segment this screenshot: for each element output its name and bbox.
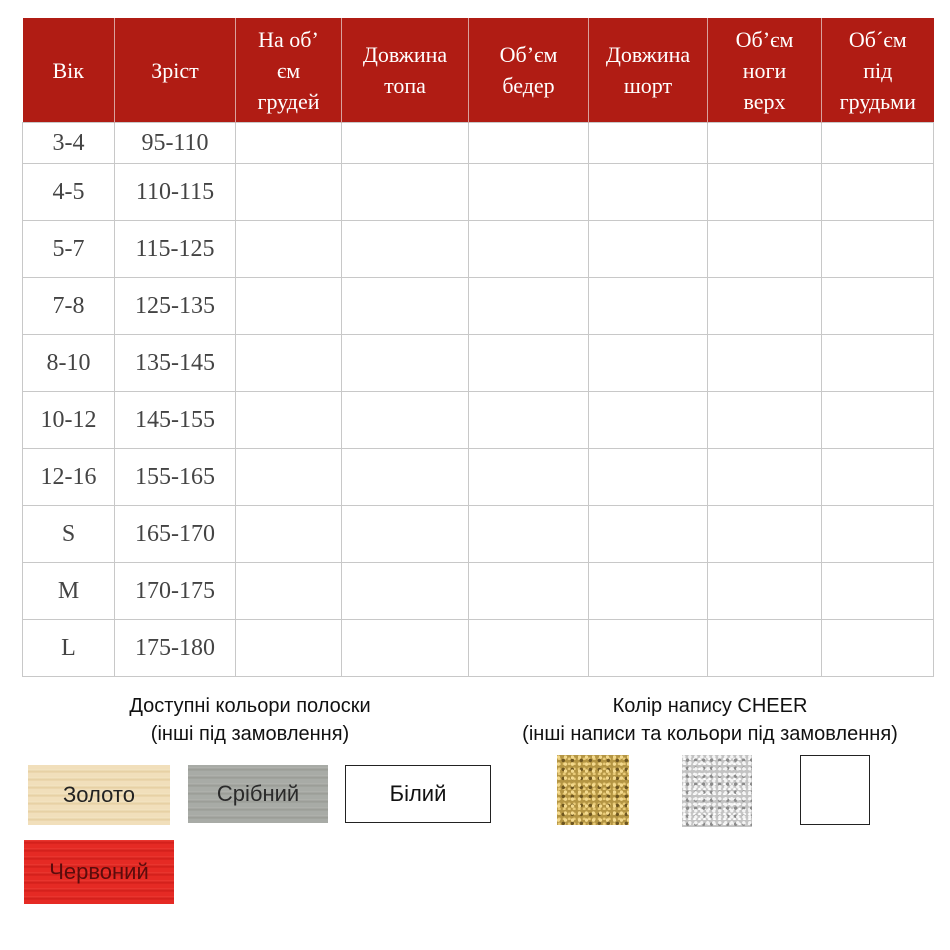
cell-empty — [822, 335, 934, 392]
cell-empty — [589, 392, 708, 449]
cell-empty — [236, 620, 342, 677]
cell-age: S — [23, 506, 115, 563]
swatch-gold — [28, 765, 170, 825]
cheer-swatch-silver-glitter — [682, 755, 752, 827]
cell-empty — [342, 123, 469, 164]
cell-empty — [469, 164, 589, 221]
swatch-silver-label: Срібний — [216, 781, 300, 806]
swatch-red-label: Червоний — [49, 859, 149, 884]
cell-empty — [822, 506, 934, 563]
table-row — [23, 392, 934, 449]
cell-height: 110-115 — [115, 164, 236, 221]
cell-empty — [589, 221, 708, 278]
stripe-colors-subtitle: (інші під замовлення) — [150, 723, 350, 745]
header-top-length: Довжина топа — [342, 18, 469, 123]
cell-height: 175-180 — [115, 620, 236, 677]
table-row — [23, 164, 934, 221]
cell-age: 7-8 — [23, 278, 115, 335]
table-row — [23, 221, 934, 278]
header-chest: На об’ єм грудей — [236, 18, 342, 123]
cell-age: 8-10 — [23, 335, 115, 392]
cell-height: 95-110 — [115, 123, 236, 164]
cell-empty — [708, 278, 822, 335]
stripe-colors-heading — [40, 692, 460, 748]
cell-empty — [589, 449, 708, 506]
table-body — [23, 123, 934, 677]
cell-empty — [822, 123, 934, 164]
cell-empty — [342, 221, 469, 278]
cell-empty — [708, 506, 822, 563]
cell-empty — [589, 620, 708, 677]
cell-empty — [236, 123, 342, 164]
swatch-white — [345, 765, 491, 823]
table-row — [23, 335, 934, 392]
cell-empty — [822, 278, 934, 335]
cell-empty — [589, 123, 708, 164]
cheer-color-heading — [480, 692, 940, 748]
cell-empty — [708, 449, 822, 506]
cell-empty — [589, 335, 708, 392]
cell-empty — [236, 164, 342, 221]
cell-empty — [469, 449, 589, 506]
header-hips: Об’єм бедер — [469, 18, 589, 123]
cell-empty — [822, 449, 934, 506]
cell-height: 170-175 — [115, 563, 236, 620]
cell-empty — [469, 563, 589, 620]
cell-height: 135-145 — [115, 335, 236, 392]
cell-empty — [469, 620, 589, 677]
table-row — [23, 506, 934, 563]
cell-empty — [589, 278, 708, 335]
cell-empty — [822, 563, 934, 620]
cell-empty — [708, 563, 822, 620]
header-shorts-length: Довжина шорт — [589, 18, 708, 123]
cell-empty — [469, 278, 589, 335]
table-row — [23, 563, 934, 620]
cell-empty — [708, 123, 822, 164]
cell-empty — [236, 449, 342, 506]
cell-empty — [342, 278, 469, 335]
cell-age: 4-5 — [23, 164, 115, 221]
swatch-silver — [188, 765, 328, 823]
swatch-red — [24, 840, 174, 904]
cell-age: 10-12 — [23, 392, 115, 449]
cell-empty — [708, 221, 822, 278]
cheer-color-subtitle: (інші написи та кольори під замовлення) — [522, 723, 898, 745]
cell-empty — [342, 164, 469, 221]
cell-height: 165-170 — [115, 506, 236, 563]
cell-age: 5-7 — [23, 221, 115, 278]
cell-empty — [342, 506, 469, 563]
cell-empty — [708, 335, 822, 392]
header-underbust: Об´єм під грудьми — [822, 18, 934, 123]
cheer-swatch-white — [800, 755, 870, 825]
cell-empty — [469, 392, 589, 449]
swatch-white-label: Білий — [389, 781, 447, 806]
cell-empty — [236, 278, 342, 335]
table-row — [23, 278, 934, 335]
cell-empty — [236, 506, 342, 563]
cell-age: L — [23, 620, 115, 677]
cell-empty — [236, 221, 342, 278]
cell-empty — [708, 164, 822, 221]
cheer-swatch-gold-glitter — [557, 755, 629, 825]
cell-empty — [342, 620, 469, 677]
header-age: Вік — [23, 18, 115, 123]
cell-empty — [822, 221, 934, 278]
swatch-gold-label: Золото — [63, 782, 135, 807]
cell-empty — [342, 563, 469, 620]
cell-empty — [469, 506, 589, 563]
cell-empty — [589, 164, 708, 221]
cell-empty — [342, 449, 469, 506]
cell-empty — [822, 164, 934, 221]
cell-empty — [469, 123, 589, 164]
cell-height: 155-165 — [115, 449, 236, 506]
cell-empty — [236, 392, 342, 449]
header-thigh: Об’єм ноги верх — [708, 18, 822, 123]
table-row — [23, 123, 934, 164]
cell-empty — [236, 563, 342, 620]
cell-height: 125-135 — [115, 278, 236, 335]
cell-empty — [469, 335, 589, 392]
cell-empty — [708, 392, 822, 449]
cell-empty — [589, 506, 708, 563]
cheer-color-title: Колір напису CHEER — [612, 695, 808, 717]
cell-empty — [236, 335, 342, 392]
cell-empty — [342, 335, 469, 392]
cell-empty — [822, 620, 934, 677]
cell-age: M — [23, 563, 115, 620]
table-header-row — [23, 18, 934, 123]
cell-empty — [589, 563, 708, 620]
cell-age: 12-16 — [23, 449, 115, 506]
cell-empty — [708, 620, 822, 677]
cell-height: 115-125 — [115, 221, 236, 278]
table-row — [23, 620, 934, 677]
header-height: Зріст — [115, 18, 236, 123]
cell-empty — [469, 221, 589, 278]
size-chart-table — [22, 18, 934, 677]
cell-height: 145-155 — [115, 392, 236, 449]
cell-empty — [342, 392, 469, 449]
cell-age: 3-4 — [23, 123, 115, 164]
table-row — [23, 449, 934, 506]
cell-empty — [822, 392, 934, 449]
stripe-colors-title: Доступні кольори полоски — [129, 695, 371, 717]
